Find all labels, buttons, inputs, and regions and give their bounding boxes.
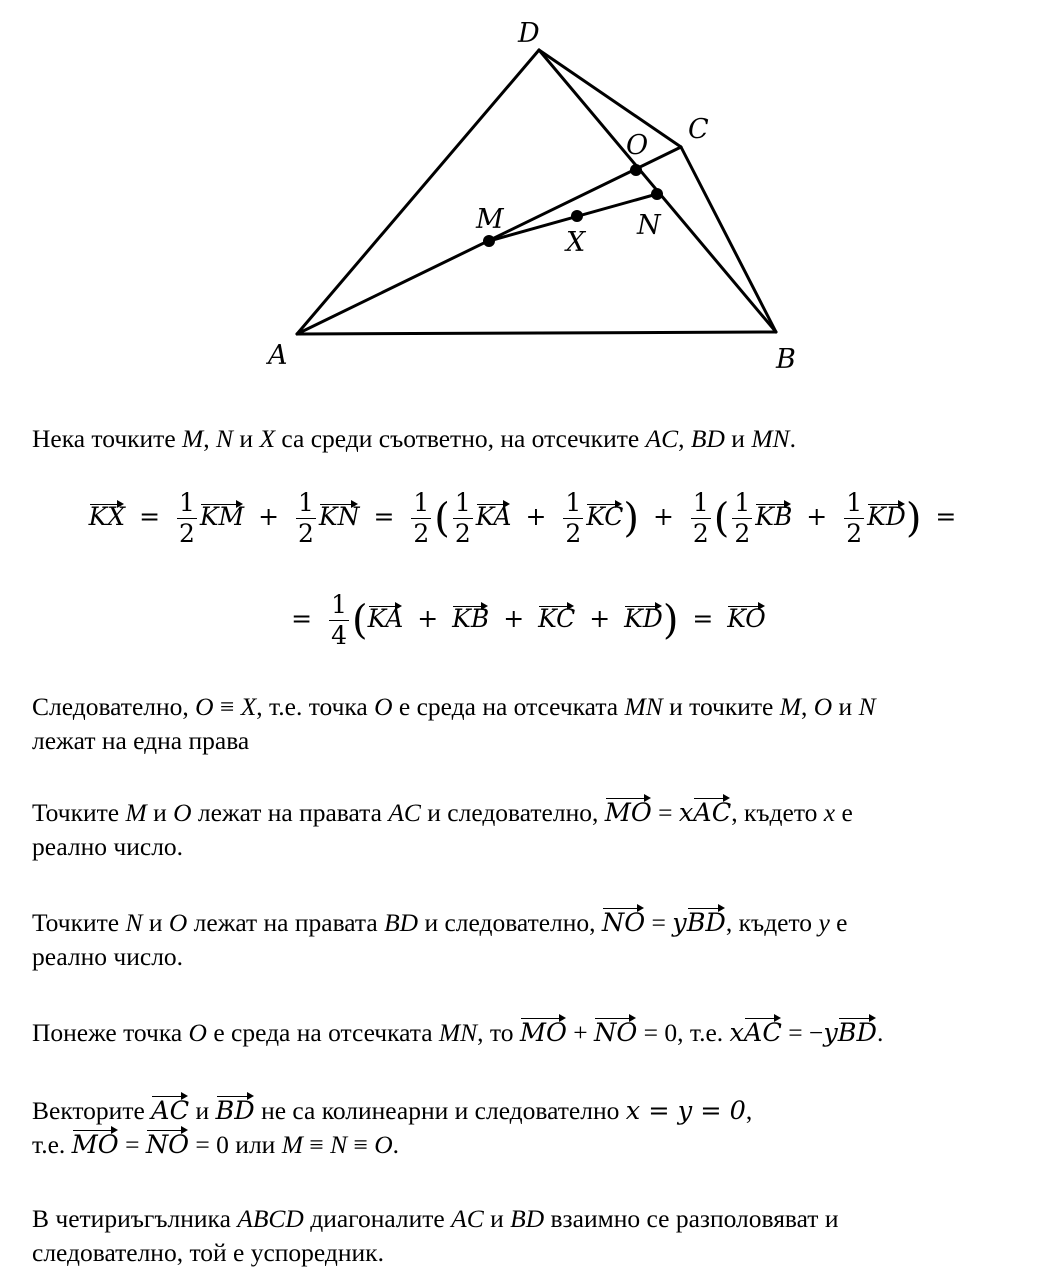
equation-kx-expansion: KX = $\frac{1}{2}$ KM + $\frac{1}{2}$ KN = $\frac{1}{2}$ ( $\frac{1}{2}$ KA + $\frac{1}{2}$ KC) + $\frac{1}{2}$ ( $\frac{1}{2}$ KB + $\frac{1}{2}$ KD) = xyxy=(88,488,957,548)
label-a: A xyxy=(268,340,288,371)
point-n xyxy=(651,188,663,200)
paragraph-non-collinear: Векторите AC и BD не са колинеарни и следователно x = y = 0, т.е. MO = NO = 0 или M ≡ N ≡ O. xyxy=(32,1096,753,1160)
label-b: B xyxy=(776,344,796,375)
paragraph-mo-on-ac: Точките M и O лежат на правата AC и следователно, MO = xAC, където x е реално число. xyxy=(32,798,853,861)
label-n: N xyxy=(637,210,661,241)
label-m: M xyxy=(476,204,504,235)
quadrilateral-figure xyxy=(0,0,1051,380)
paragraph-o-equals-x: Следователно, O ≡ X, т.е. точка O е среда на отсечката MN и точките M, O и N лежат на една права xyxy=(32,692,876,755)
label-d: D xyxy=(518,18,540,49)
paragraph-conclusion: В четириъгълника ABCD диагоналите AC и BD взаимно се разполовяват и следователно, той е успоредник. xyxy=(32,1204,839,1267)
side-cb xyxy=(681,147,776,332)
paragraph-midpoint-sum: Понеже точка O е среда на отсечката MN, то MO + NO = 0, т.е. xAC = −yBD. xyxy=(32,1018,884,1048)
point-o xyxy=(630,164,642,176)
point-m xyxy=(483,235,495,247)
label-x: X xyxy=(566,227,586,258)
label-o: O xyxy=(626,130,649,161)
side-ad xyxy=(297,50,539,334)
paragraph-no-on-bd: Точките N и O лежат на правата BD и следователно, NO = yBD, където y е реално число. xyxy=(32,908,848,971)
side-ab xyxy=(297,332,776,334)
point-x xyxy=(571,210,583,222)
paragraph-midpoints: Нека точките M, N и X са среди съответно, на отсечките AC, BD и MN. xyxy=(32,424,796,453)
label-c: C xyxy=(688,114,709,145)
equation-ko: = $\frac{1}{4}$ (KA + KB + KC + KD) = KO xyxy=(291,590,766,650)
